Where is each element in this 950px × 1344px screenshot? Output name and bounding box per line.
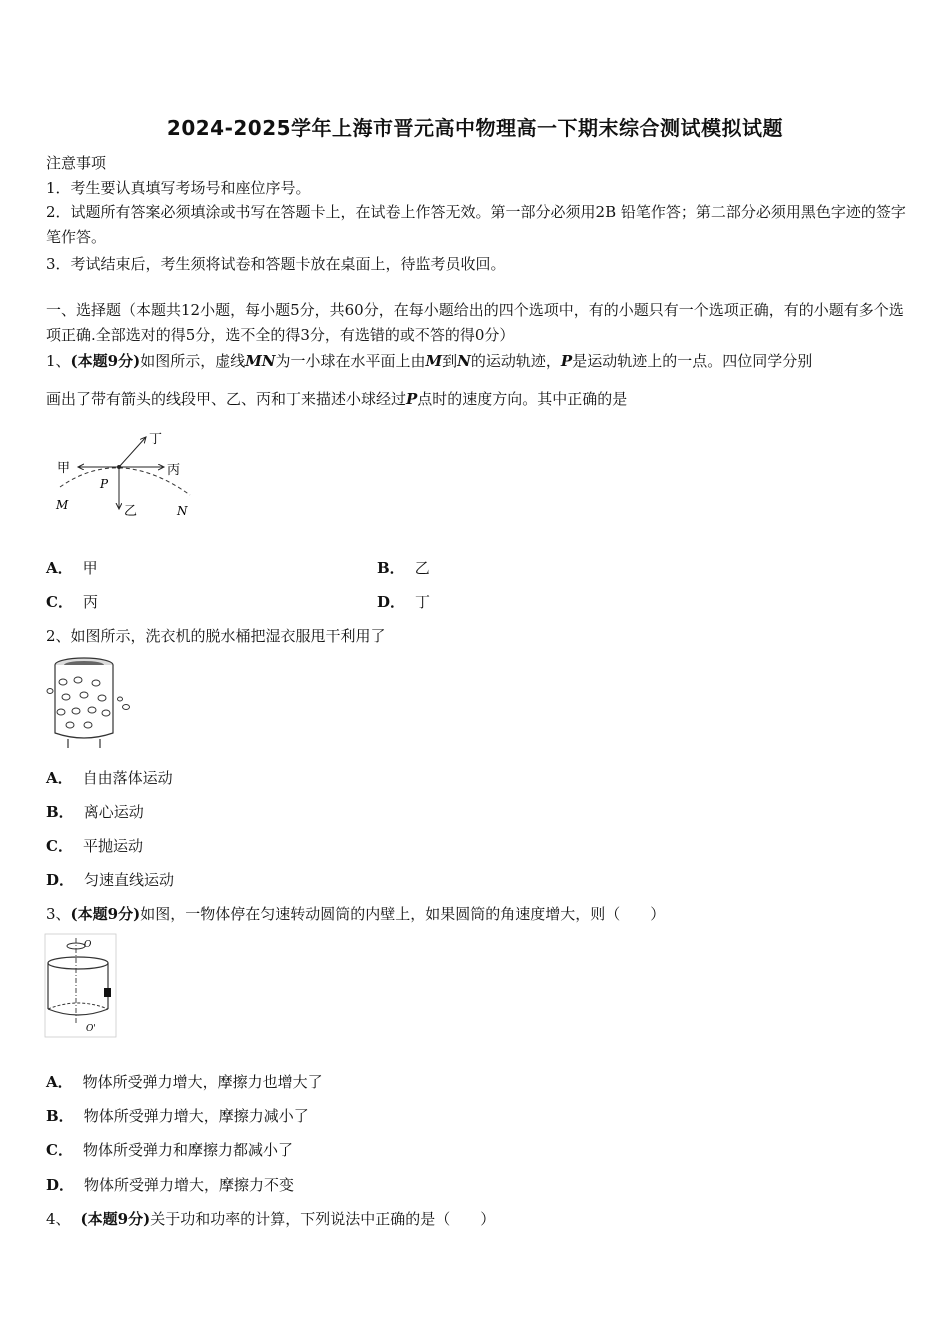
question-2: 2、如图所示，洗衣机的脱水桶把湿衣服甩干利用了 <box>46 627 386 645</box>
arrow-ding <box>119 437 146 467</box>
option-d[interactable]: D． 物体所受弹力增大，摩擦力不变 <box>46 1176 295 1194</box>
option-b[interactable]: B． 物体所受弹力增大，摩擦力减小了 <box>46 1107 309 1125</box>
axis-label-top: O <box>84 940 92 950</box>
option-d[interactable]: D． 丁 <box>377 593 431 611</box>
rotating-cylinder-figure <box>44 933 118 1039</box>
option-c[interactable]: C． 丙 <box>46 593 98 611</box>
option-d[interactable]: D． 匀速直线运动 <box>46 871 175 889</box>
option-a[interactable]: A． 甲 <box>46 559 98 577</box>
block-on-wall <box>104 988 111 997</box>
label-ding: 丁 <box>149 432 163 447</box>
axis-label-bottom: O' <box>86 1024 96 1034</box>
option-c[interactable]: C． 物体所受弹力和摩擦力都减小了 <box>46 1141 293 1159</box>
question-1-line-2: 画出了带有箭头的线段甲、乙、丙和丁来描述小球经过P点时的速度方向。其中正确的是 <box>46 390 628 408</box>
label-bing: 丙 <box>167 463 181 478</box>
section-heading: 一、选择题（本题共12小题，每小题5分，共60分，在每小题给出的四个选项中，有的小题只有一个选项正确，有的小题有多个选项正确.全部选对的得5分，选不全的得3分，有选错的或不答的得0分） <box>46 301 904 344</box>
label-yi: 乙 <box>124 504 138 519</box>
option-a[interactable]: A． 物体所受弹力增大，摩擦力也增大了 <box>46 1073 323 1091</box>
question-3: 3、(本题9分)如图，一物体停在匀速转动圆筒的内壁上，如果圆筒的角速度增大，则（ ） <box>46 905 666 923</box>
notice-item: 1．考生要认真填写考场号和座位序号。 <box>46 179 311 197</box>
label-m: M <box>56 498 69 512</box>
question-4: 4、 (本题9分)关于功和功率的计算，下列说法中正确的是（ ） <box>46 1210 496 1228</box>
option-a[interactable]: A． 自由落体运动 <box>46 769 173 787</box>
spin-dryer-figure <box>46 655 138 753</box>
page-title: 2024-2025学年上海市晋元高中物理高一下期末综合测试模拟试题 <box>166 116 784 140</box>
notice-heading: 注意事项 <box>46 154 107 172</box>
option-b[interactable]: B． 离心运动 <box>46 803 144 821</box>
notice-item: 3．考试结束后，考生须将试卷和答题卡放在桌面上，待监考员收回。 <box>46 255 506 273</box>
option-b[interactable]: B． 乙 <box>377 559 430 577</box>
option-c[interactable]: C． 平抛运动 <box>46 837 143 855</box>
label-n: N <box>177 504 188 518</box>
trajectory-figure <box>52 425 202 525</box>
question-1-line-1: 1、(本题9分)如图所示，虚线MN为一小球在水平面上由M到N的运动轨迹，P是运动轨迹上的一点。四位同学分别 <box>46 352 813 370</box>
label-p: P <box>100 477 109 491</box>
label-jia: 甲 <box>57 461 71 476</box>
notice-item: 2．试题所有答案必须填涂或书写在答题卡上，在试卷上作答无效。第一部分必须用2B 铅笔作答；第二部分必须用黑色字迹的签字笔作答。 <box>46 203 906 246</box>
